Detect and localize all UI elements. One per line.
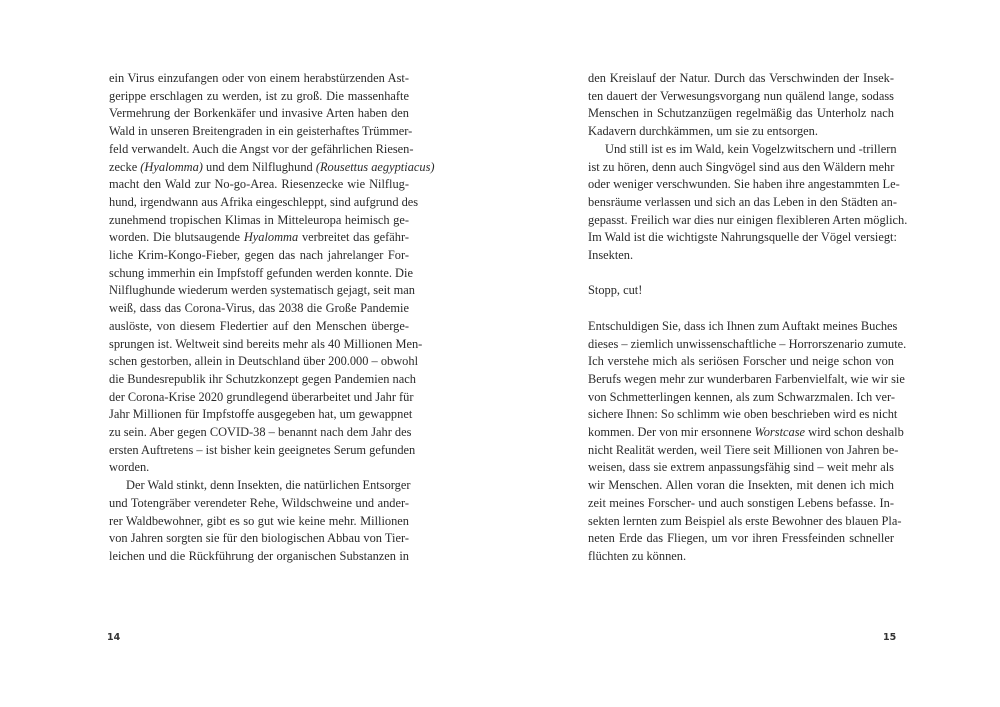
text-line <box>109 300 409 318</box>
italic-term: Worstcase <box>754 425 806 440</box>
italic-term: Hyalomma <box>243 230 299 245</box>
text-line <box>588 229 897 247</box>
text-run: ten dauert der Verwesungsvorgang nun quälend lange, sodass <box>588 88 894 103</box>
text-run: neten Erde das Fliegen, um vor ihren Fressfeinden schneller <box>588 531 894 546</box>
text-line <box>588 371 905 389</box>
italic-term: (Rousettus aegyptiacus) <box>315 159 435 174</box>
text-line <box>588 318 898 336</box>
text-line <box>109 282 415 300</box>
text-line <box>109 123 413 141</box>
text-line <box>109 371 416 389</box>
text-line <box>109 424 412 442</box>
text-run: Kadavern durchkämmen, um sie zu entsorgen. <box>588 124 818 139</box>
paragraph-gap <box>588 300 894 318</box>
text-run: worden. Die blutsaugende <box>109 230 244 245</box>
text-run: wir Menschen. Allen voran die Insekten, mit denen ich mich <box>588 478 894 493</box>
text-run: Vermehrung der Borkenkäfer und invasive Arten haben den <box>109 106 409 121</box>
text-line <box>588 247 894 265</box>
text-line <box>109 353 419 371</box>
text-run: sichere Ihnen: So schlimm wie oben beschrieben wird es nicht <box>588 407 898 422</box>
text-run: Ich verstehe mich als seriösen Forscher und neige schon von <box>588 354 894 369</box>
text-line <box>109 389 414 407</box>
text-line <box>588 105 894 123</box>
text-line <box>588 424 904 442</box>
text-run: flüchten zu können. <box>588 548 687 563</box>
text-line <box>588 442 899 460</box>
text-run: hund, irgendwann aus Afrika eingeschleppt, sind aufgrund des <box>109 194 419 209</box>
right-page-body <box>588 70 908 566</box>
text-line <box>109 212 409 230</box>
text-line <box>588 159 894 177</box>
text-run: sekten lernten zum Beispiel als erste Bewohner des blauen Pla- <box>588 513 902 528</box>
text-run: weiß, dass das Corona-Virus, das 2038 die Große Pandemie <box>109 301 409 316</box>
text-run: zecke <box>109 159 141 174</box>
text-line <box>109 406 413 424</box>
text-run: gepasst. Freilich war dies nur einigen flexibleren Arten möglich. <box>588 212 908 227</box>
text-run: zu sein. Aber gegen COVID-38 – benannt nach dem Jahr des <box>109 425 412 440</box>
text-line <box>588 389 894 407</box>
text-line <box>109 318 409 336</box>
text-line <box>109 176 409 194</box>
text-run: zeit meines Forscher- und auch sonstigen Lebens befasse. In- <box>588 495 894 510</box>
text-run: feld verwandelt. Auch die Angst vor der gefährlichen Riesen- <box>109 141 414 156</box>
text-line <box>588 282 894 300</box>
text-line <box>109 513 409 531</box>
text-line <box>588 194 897 212</box>
text-line <box>109 495 409 513</box>
left-page-body <box>109 70 435 566</box>
text-line <box>588 548 894 566</box>
text-run: Wald in unseren Breitengraden in ein geisterhaftes Trümmer- <box>109 124 413 139</box>
text-run: oder weniger verschwunden. Sie haben ihre angestammten Le- <box>588 177 900 192</box>
text-run: ersten Auftretens – ist bisher kein geeignetes Serum gefunden <box>109 442 416 457</box>
text-line <box>109 88 409 106</box>
text-line <box>109 247 409 265</box>
text-run: schen gestorben, allein in Deutschland über 200.000 – obwohl <box>109 354 419 369</box>
text-run: verbreitet das gefähr- <box>298 230 409 245</box>
text-run: von Schmetterlingen kennen, als zum Schwarzmalen. Ich ver- <box>588 389 896 404</box>
text-run: den Kreislauf der Natur. Durch das Verschwinden der Insek- <box>588 71 894 85</box>
text-line <box>588 336 907 354</box>
right-page-number: 15 <box>883 632 897 643</box>
text-run: auslöste, von diesem Fledertier auf den Menschen überge- <box>109 318 409 333</box>
text-line <box>588 70 894 88</box>
text-line <box>588 176 900 194</box>
text-line <box>109 530 409 548</box>
text-run: von Jahren sorgten sie für den biologischen Abbau von Tier- <box>109 531 409 546</box>
text-run: die Bundesrepublik ihr Schutzkonzept gegen Pandemien nach <box>109 371 416 386</box>
text-run: dieses – ziemlich unwissenschaftliche – Horrorszenario zumute. <box>588 336 907 351</box>
text-run: zunehmend tropischen Klimas in Mitteleuropa heimisch ge- <box>109 212 409 227</box>
text-run: leichen und die Rückführung der organischen Substanzen in <box>109 548 409 563</box>
text-run: Insekten. <box>588 248 634 263</box>
text-run: schung immerhin ein Impfstoff gefunden werden konnte. Die <box>109 265 413 280</box>
text-run: Berufs wegen mehr zur wunderbaren Farbenvielfalt, wie wir sie <box>588 371 905 386</box>
text-line <box>588 88 894 106</box>
text-run: Im Wald ist die wichtigste Nahrungsquelle der Vögel versiegt: <box>588 230 897 245</box>
text-line <box>588 212 908 230</box>
text-line <box>109 477 409 495</box>
text-run: weisen, dass sie extrem anpassungsfähig sind – weit mehr als <box>588 460 894 475</box>
text-line <box>109 459 409 477</box>
text-run: worden. <box>109 460 150 475</box>
text-run: nicht Realität werden, weil Tiere seit Millionen von Jahren be- <box>588 442 899 457</box>
text-run: und dem Nilflughund <box>202 159 316 174</box>
text-line <box>588 530 894 548</box>
left-page-number: 14 <box>107 632 121 643</box>
text-line <box>588 406 898 424</box>
text-run: rer Waldbewohner, gibt es so gut wie keine mehr. Millionen <box>109 513 409 528</box>
paragraph-gap <box>588 265 894 283</box>
text-run: wird schon deshalb <box>805 425 904 440</box>
text-run: Der Wald stinkt, denn Insekten, die natürlichen Entsorger <box>126 478 411 493</box>
text-line <box>109 194 419 212</box>
text-line <box>109 70 409 88</box>
text-run: Menschen in Schutzanzügen regelmäßig das Unterholz nach <box>588 106 894 121</box>
text-line <box>588 141 897 159</box>
text-line <box>588 459 894 477</box>
text-line <box>588 123 894 141</box>
text-line <box>588 495 894 513</box>
text-run: der Corona-Krise 2020 grundlegend überarbeitet und Jahr für <box>109 389 414 404</box>
text-run: Stopp, cut! <box>588 283 643 298</box>
text-run: Jahr Millionen für Impfstoffe ausgegeben hat, um gewappnet <box>109 407 413 422</box>
text-run: Entschuldigen Sie, dass ich Ihnen zum Auftakt meines Buches <box>588 318 898 333</box>
text-run: macht den Wald zur No-go-Area. Riesenzecke wie Nilflug- <box>109 177 409 192</box>
text-run: ist zu hören, denn auch Singvögel sind aus den Wäldern mehr <box>588 159 895 174</box>
text-line <box>109 548 409 566</box>
text-run: Nilflughunde wiederum werden systematisch gejagt, seit man <box>109 283 415 298</box>
text-run: Und still ist es im Wald, kein Vogelzwitschern und -trillern <box>605 141 897 156</box>
text-run: kommen. Der von mir ersonnene <box>588 425 755 440</box>
text-run: ein Virus einzufangen oder von einem herabstürzenden Ast- <box>109 71 409 85</box>
text-run: bensräume verlassen und sich an das Leben in den Städten an- <box>588 194 897 209</box>
italic-term: (Hyalomma) <box>140 159 203 174</box>
text-run: sprungen ist. Weltweit sind bereits mehr als 40 Millionen Men- <box>109 336 423 351</box>
text-line <box>109 336 423 354</box>
text-line <box>109 105 409 123</box>
text-line <box>588 353 894 371</box>
text-line <box>588 477 894 495</box>
text-run: liche Krim-Kongo-Fieber, gegen das nach jahrelanger For- <box>109 248 409 263</box>
text-line <box>109 141 414 159</box>
text-run: und Totengräber verendeter Rehe, Wildschweine und ander- <box>109 495 409 510</box>
text-run: gerippe erschlagen zu werden, ist zu groß. Die massenhafte <box>109 88 409 103</box>
text-line <box>109 265 413 283</box>
text-line <box>109 229 409 247</box>
text-line <box>588 513 902 531</box>
text-line <box>109 159 435 177</box>
text-line <box>109 442 416 460</box>
